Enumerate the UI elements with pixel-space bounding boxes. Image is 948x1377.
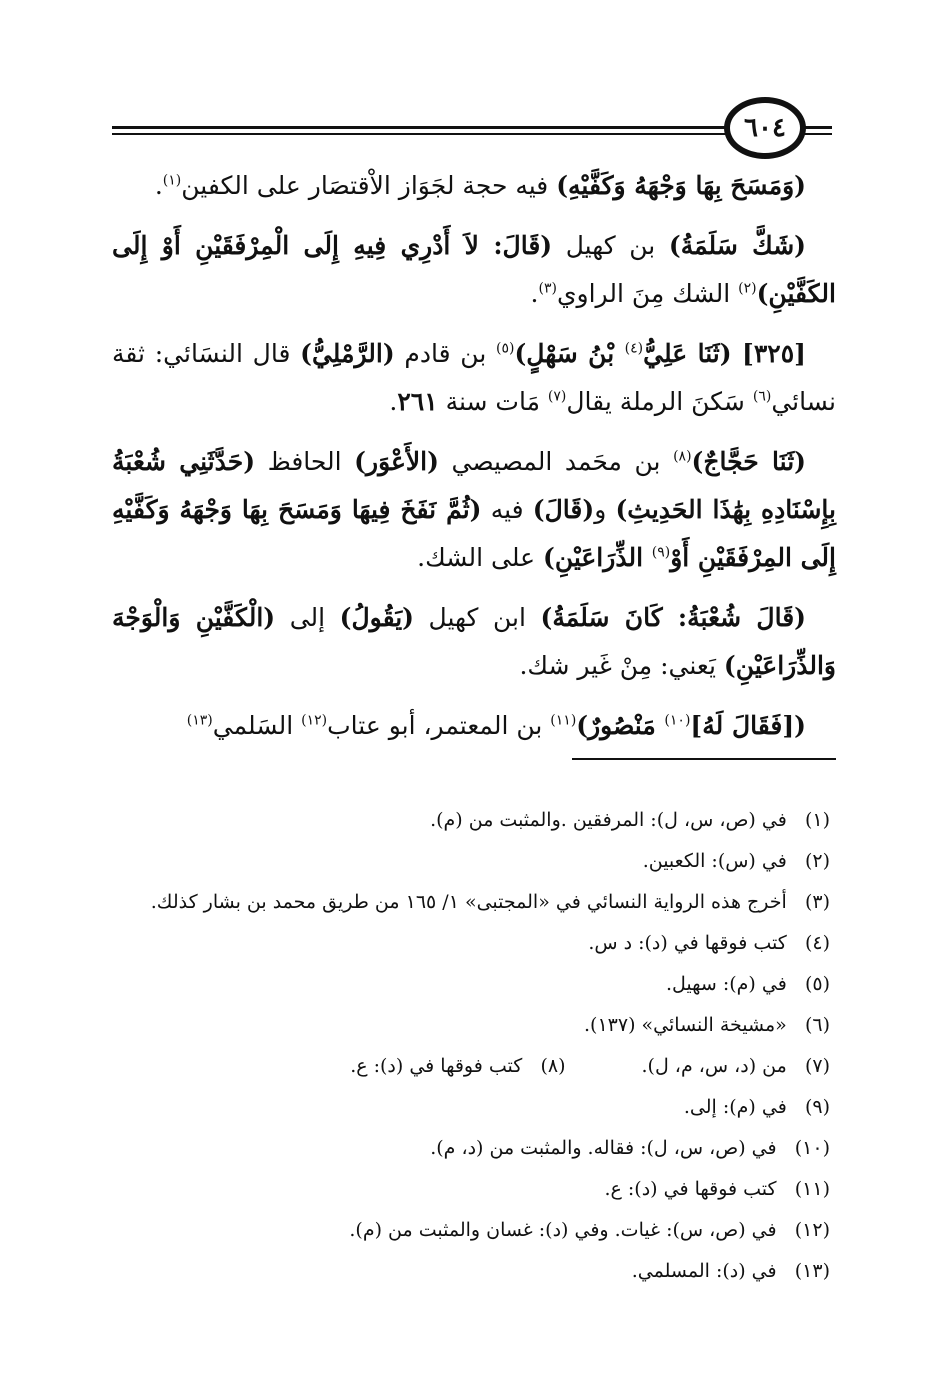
hadith-quote: (ثُمَّ نَفَخَ فِيهَا وَمَسَحَ بِهَا وَجْهَهُ وَكَفَّيْهِ إِلَى المِرْفَقَيْنِ أَوْ [112, 495, 836, 572]
footnote [112, 882, 836, 923]
footnote [112, 1210, 836, 1251]
footnote-text: كتب فوقها في (د): د س. [588, 932, 793, 954]
footnote-marker: (٤) [624, 340, 644, 357]
hadith-quote: مَنْصُورٌ) [576, 711, 665, 740]
commentary-text: فيه حجة لجَوَاز الاْقتصَار على الكفين [181, 171, 557, 200]
footnote-number: (٨) [540, 1055, 566, 1077]
footnote-text: في (ص، س، ل): المرفقين .والمثبت من (م). [430, 809, 793, 831]
commentary-text: . [530, 279, 539, 308]
footnote-text: في (ص، س، ل): فقاله. والمثبت من (د، م). [430, 1137, 783, 1159]
footnote-text: كتب فوقها في (د): ع. [350, 1055, 529, 1077]
footnote-marker: (٨) [673, 448, 692, 465]
main-text [112, 162, 836, 762]
footnote [112, 800, 836, 841]
footnote-number: (١١) [794, 1178, 830, 1200]
footnote-text: كتب فوقها في (د): ع. [604, 1178, 783, 1200]
paragraph [112, 702, 836, 750]
footnote-number: (٩) [804, 1096, 830, 1118]
footnote-marker: (٦) [752, 388, 772, 405]
commentary-text: فيه [481, 495, 533, 524]
footnote-number: (١٠) [794, 1137, 830, 1159]
hadith-quote: (الأَعْوَر) [354, 447, 439, 476]
footnote [112, 1251, 836, 1292]
footnote-number: (٦) [804, 1014, 830, 1036]
footnote-row [112, 1046, 836, 1087]
footnote-number: (٣) [804, 891, 830, 913]
paragraph [112, 438, 836, 582]
hadith-quote: (يَقُولُ) [339, 603, 414, 632]
hadith-quote: [٣٢٥] (ثَنَا عَلِيُّ [643, 339, 807, 368]
footnote-marker: (١٠) [664, 712, 691, 729]
footnote-text: «مشيخة النسائي» (١٣٧). [584, 1014, 793, 1036]
footnote [112, 1087, 836, 1128]
footnote-text: في (م): إلى. [683, 1096, 793, 1118]
commentary-text: بن المعتمر، أبو عتاب [327, 711, 551, 740]
footnote-text: في (م): سهيل. [665, 973, 793, 995]
footnote-marker: (٢) [738, 280, 757, 297]
footnote-number: (٥) [804, 973, 830, 995]
commentary-text: بن قادم [394, 339, 496, 368]
commentary-text: سَكنَ الرملة يقال [566, 387, 753, 416]
page-number: ٦٠٤ [724, 97, 806, 159]
commentary-text: و [594, 495, 616, 524]
commentary-text: على الشك. [417, 543, 543, 572]
paragraph [112, 222, 836, 318]
commentary-text: بن محَمد المصيصي [438, 447, 674, 476]
hadith-quote: بْنُ سَهْلٍ) [514, 339, 625, 368]
commentary-text: مَات سنة [437, 387, 548, 416]
footnote-marker: (١٢) [301, 712, 328, 729]
footnote [112, 964, 836, 1005]
commentary-text: الشك مِنَ الراوي [556, 279, 739, 308]
hadith-quote: (الرَّمْلِيُّ) [300, 339, 395, 368]
hadith-quote: (وَمَسَحَ بِهَا وَجْهَهُ وَكَفَّيْهِ) [556, 171, 806, 200]
paragraph [112, 330, 836, 426]
footnote-marker: (٣) [538, 280, 557, 297]
hadith-quote: (حَدَّثَنِي شُعْبَةُ بِإِسْنَادِهِ بِهَٰذَا الحَدِيثِ) [112, 447, 836, 524]
footnote [642, 1046, 836, 1087]
commentary-text: بن كهيل [552, 231, 669, 260]
hadith-quote: (ثَنَا حَجَّاجٌ) [691, 447, 806, 476]
footnote-text: من (د، س، م، ل). [641, 1055, 793, 1077]
hadith-quote: (شَكَّ سَلَمَةُ) [668, 231, 807, 260]
footnotes [112, 800, 836, 1292]
commentary-text: إلى [275, 603, 340, 632]
hadith-quote: ([فَقَالَ لَهُ] [690, 711, 806, 740]
commentary-text: السَلمي [212, 711, 302, 740]
footnote-marker: (١١) [550, 712, 577, 729]
footnote-marker: (١) [162, 172, 182, 189]
hadith-quote: ٢٦١ [397, 387, 438, 416]
footnote-text: في (س): الكعبين. [642, 850, 793, 872]
commentary-text: قال النسَائي: ثقة نسائي [112, 339, 836, 416]
footnote [112, 841, 836, 882]
footnote-separator [572, 758, 836, 760]
footnote [112, 1005, 836, 1046]
commentary-text: . [154, 171, 163, 200]
footnote [112, 1128, 836, 1169]
commentary-text: الحافظ [255, 447, 355, 476]
paragraph [112, 594, 836, 690]
hadith-quote: (الْكَفَّيْنِ وَالْوَجْهَ وَالذِّرَاعَيْنِ) [112, 603, 836, 680]
footnote [350, 1046, 571, 1087]
hadith-quote: (قَالَ: لاَ أَدْرِي فِيهِ إِلَى الْمِرْفَقَيْنِ أَوْ إِلَى الكَفَّيْنِ) [112, 231, 836, 308]
footnote-text: أخرج هذه الرواية النسائي في «المجتبى» ١/ ١٦٥ من طريق محمد بن بشار كذلك. [150, 891, 793, 913]
footnote-number: (٢) [804, 850, 830, 872]
commentary-text: ابن كهيل [414, 603, 541, 632]
footnote-text: في (د): المسلمي. [631, 1260, 783, 1282]
footnote-marker: (٧) [547, 388, 567, 405]
footnote-number: (٤) [804, 932, 830, 954]
footnote-marker: (٩) [651, 544, 671, 561]
hadith-quote: (قَالَ شُعْبَةُ: كَانَ سَلَمَةُ) [540, 603, 806, 632]
commentary-text: . [389, 387, 398, 416]
footnote-number: (٧) [804, 1055, 830, 1077]
footnote-number: (١٢) [794, 1219, 830, 1241]
footnote [112, 1169, 836, 1210]
paragraph [112, 162, 836, 210]
footnote-number: (١٣) [794, 1260, 830, 1282]
footnote [112, 923, 836, 964]
footnote-text: في (ص، س): غيات. وفي (د): غسان والمثبت من (م). [349, 1219, 783, 1241]
footnote-number: (١) [804, 809, 830, 831]
hadith-quote: (قَالَ) [532, 495, 595, 524]
page-header [0, 0, 948, 160]
footnote-marker: (١٣) [186, 712, 213, 729]
commentary-text: يَعني: مِنْ غَير شك. [519, 651, 724, 680]
footnote-marker: (٥) [496, 340, 515, 357]
hadith-quote: الذِّرَاعَيْنِ) [542, 543, 652, 572]
